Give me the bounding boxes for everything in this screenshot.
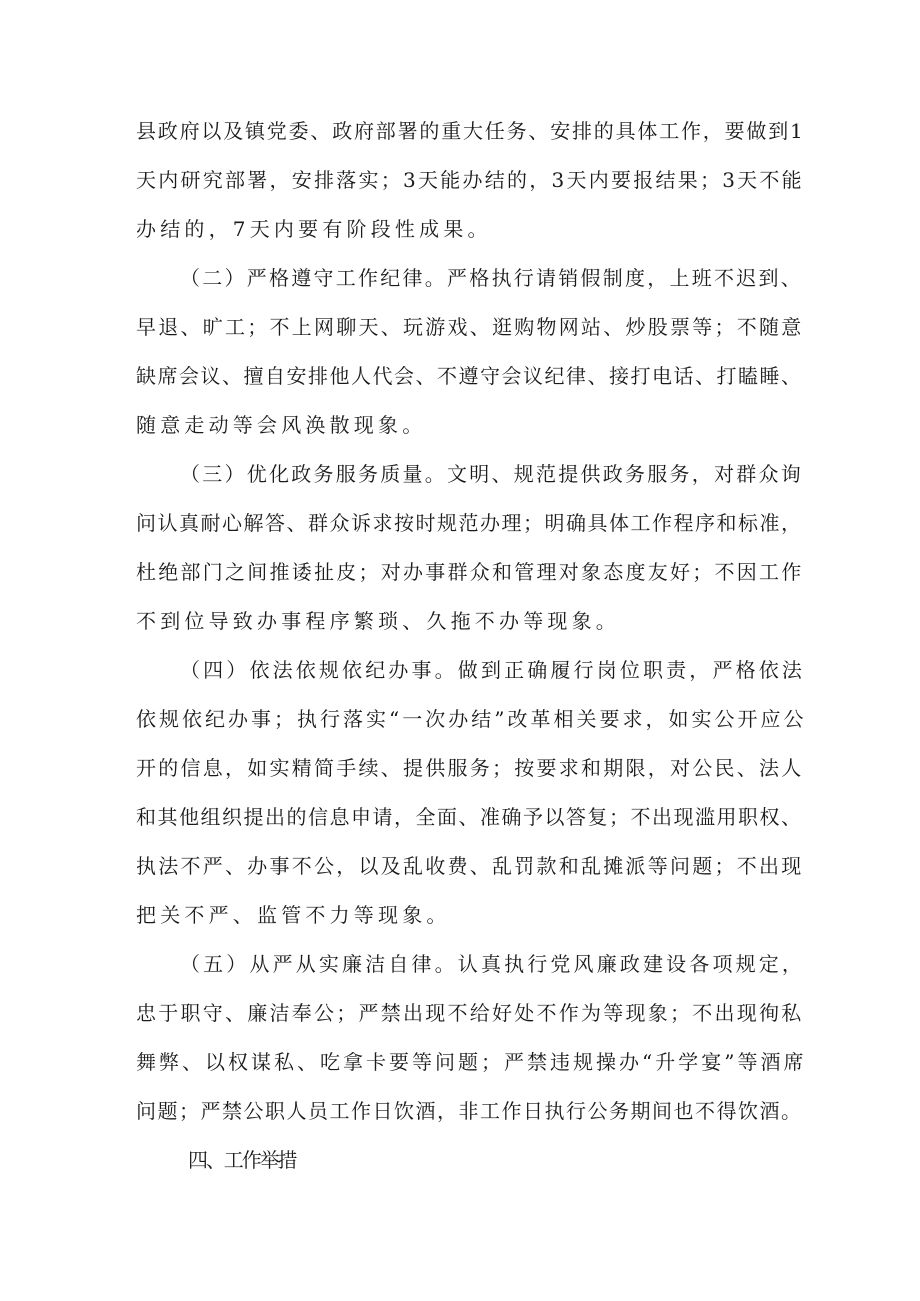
paragraph-line: 早退、旷工；不上网聊天、玩游戏、逛购物网站、炒股票等；不随意 xyxy=(136,315,804,339)
paragraph-line: 县政府以及镇党委、政府部署的重大任务、安排的具体工作，要做到1 xyxy=(136,119,805,143)
paragraph-line: 随意走动等会风涣散现象。 xyxy=(136,413,427,437)
paragraph-line: 天内研究部署，安排落实；3天能办结的，3天内要报结果；3天不能 xyxy=(136,168,804,192)
paragraph-line: 舞弊、以权谋私、吃拿卡要等问题；严禁违规操办“升学宴”等酒席 xyxy=(136,1050,807,1074)
paragraph-line: 不到位导致办事程序繁琐、久拖不办等现象。 xyxy=(136,609,620,633)
paragraph-line: （四）依法依规依纪办事。做到正确履行岗位职责，严格依法 xyxy=(180,658,806,682)
paragraph-line: 把关不严、监管不力等现象。 xyxy=(136,903,451,927)
paragraph-line: 缺席会议、擅自安排他人代会、不遵守会议纪律、接打电话、打瞌睡、 xyxy=(136,364,803,388)
paragraph-line: （三）优化政务服务质量。文明、规范提供政务服务，对群众询 xyxy=(180,462,803,486)
paragraph-line: 问题；严禁公职人员工作日饮酒，非工作日执行公务期间也不得饮酒。 xyxy=(136,1099,803,1123)
paragraph-line: 依规依纪办事；执行落实“一次办结”改革相关要求，如实公开应公 xyxy=(136,707,807,731)
paragraph-line: 忠于职守、廉洁奉公；严禁出现不给好处不作为等现象；不出现徇私 xyxy=(136,1001,804,1025)
paragraph-line: （五）从严从实廉洁自律。认真执行党风廉政建设各项规定， xyxy=(180,952,806,976)
paragraph-line: 杜绝部门之间推诿扯皮；对办事群众和管理对象态度友好；不因工作 xyxy=(136,560,804,584)
paragraph-line: （二）严格遵守工作纪律。严格执行请销假制度，上班不迟到、 xyxy=(180,266,803,290)
section-heading: 四、工作举措 xyxy=(188,1148,296,1172)
paragraph-line: 开的信息，如实精简手续、提供服务；按要求和期限，对公民、法人 xyxy=(136,756,804,780)
paragraph-line: 执法不严、办事不公，以及乱收费、乱罚款和乱摊派等问题；不出现 xyxy=(136,854,804,878)
paragraph-line: 办结的，7天内要有阶段性成果。 xyxy=(136,217,492,241)
paragraph-line: 问认真耐心解答、群众诉求按时规范办理；明确具体工作程序和标准， xyxy=(136,511,803,535)
paragraph-line: 和其他组织提出的信息申请，全面、准确予以答复；不出现滥用职权、 xyxy=(136,805,803,829)
